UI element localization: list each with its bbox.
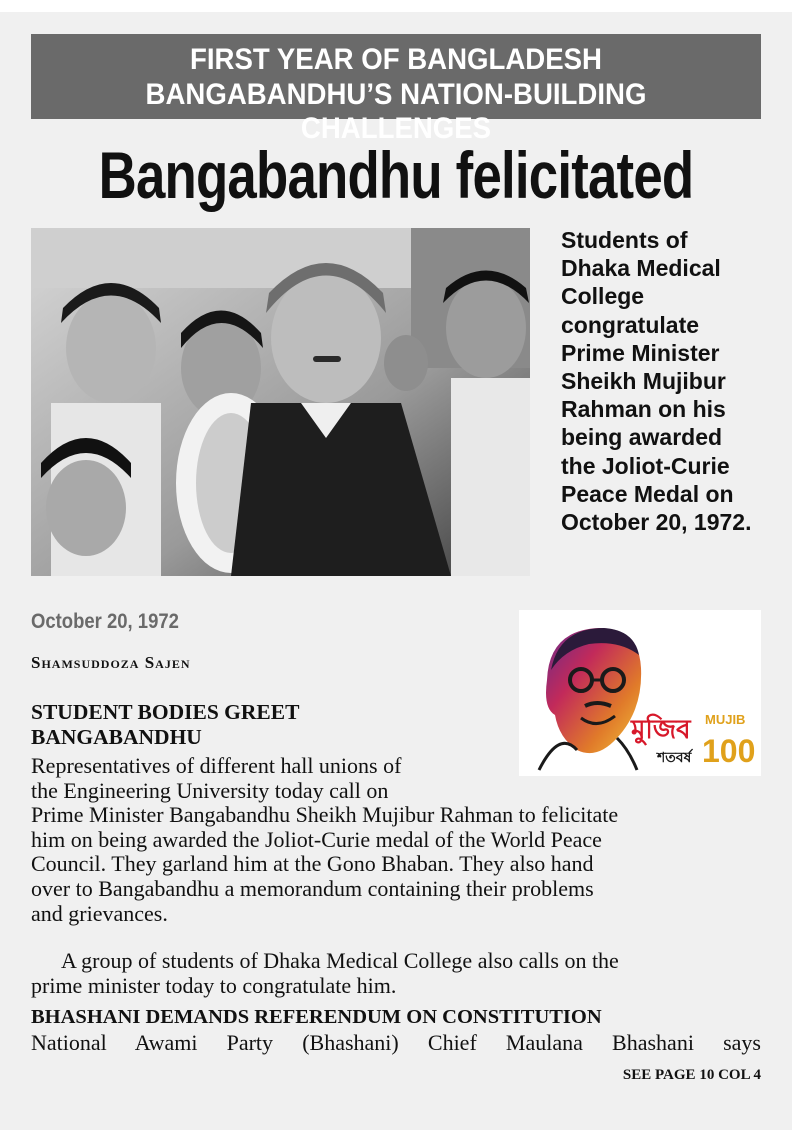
paragraph-line: Representatives of different hall unions of [31,753,402,778]
paragraph-line: prime minister today to congratulate him. [31,972,397,998]
subhead-student-bodies [31,700,299,750]
paragraph-line: over to Bangabandhu a memorandum containing their problems [31,875,594,901]
byline: Shamsuddoza Sajen [31,653,191,672]
news-photo [31,228,530,576]
caption-line: October 20, 1972. [561,509,752,536]
photo-caption [561,226,761,536]
caption-line: congratulate [561,311,700,338]
caption-line: College [561,283,645,310]
continuation-note: SEE PAGE 10 COL 4 [622,1067,761,1083]
mujib-100-logo [519,610,761,776]
banner-line-2: BANGABANDHU’S NATION-BUILDING CHALLENGES [145,78,647,145]
dateline: October 20, 1972 [31,610,179,633]
paragraph-line: Prime Minister Bangabandhu Sheikh Mujibur Rahman to felicitate [31,802,619,828]
logo-bangla-title: মুজিব [631,715,691,745]
paragraph-line: Council. They garland him at the Gono Bhaban. They also hand [31,851,594,877]
paragraph-2 [31,949,619,998]
paragraph-line: the Engineering University today call on [31,777,389,803]
photo-illustration [31,228,530,576]
caption-line: Rahman on his [561,396,726,423]
paragraph-line: him on being awarded the Joliot-Curie medal of the World Peace [31,826,602,852]
subhead-line: STUDENT BODIES GREET [31,700,300,724]
paragraph-1 [31,754,618,926]
caption-line: Dhaka Medical [561,255,721,282]
paragraph-line: and grievances. [31,900,168,926]
banner-line-1: FIRST YEAR OF BANGLADESH [190,43,602,76]
logo-en-top: MUJIB [705,712,746,727]
subhead-line: BANGABANDHU [31,725,202,749]
caption-line: Sheikh Mujibur [561,368,726,395]
caption-line: the Joliot-Curie [561,452,730,479]
caption-line: Prime Minister [561,339,720,366]
caption-line: Peace Medal on [561,480,734,507]
caption-line: Students of [561,227,688,253]
headline: Bangabandhu felicitated [98,138,694,212]
logo-bangla-sub: শতবর্ষ [657,750,692,766]
paragraph-3: National Awami Party (Bhashani) Chief Maulana Bhashani says [31,1030,761,1055]
caption-line: being awarded [561,424,723,451]
subhead-bhashani: BHASHANI DEMANDS REFERENDUM ON CONSTITUTION [31,1006,602,1028]
mujib-100-emblem [519,610,761,776]
logo-en-num: 100 [702,733,756,769]
section-banner [31,34,761,145]
paragraph-line: A group of students of Dhaka Medical College also calls on the [61,948,619,973]
